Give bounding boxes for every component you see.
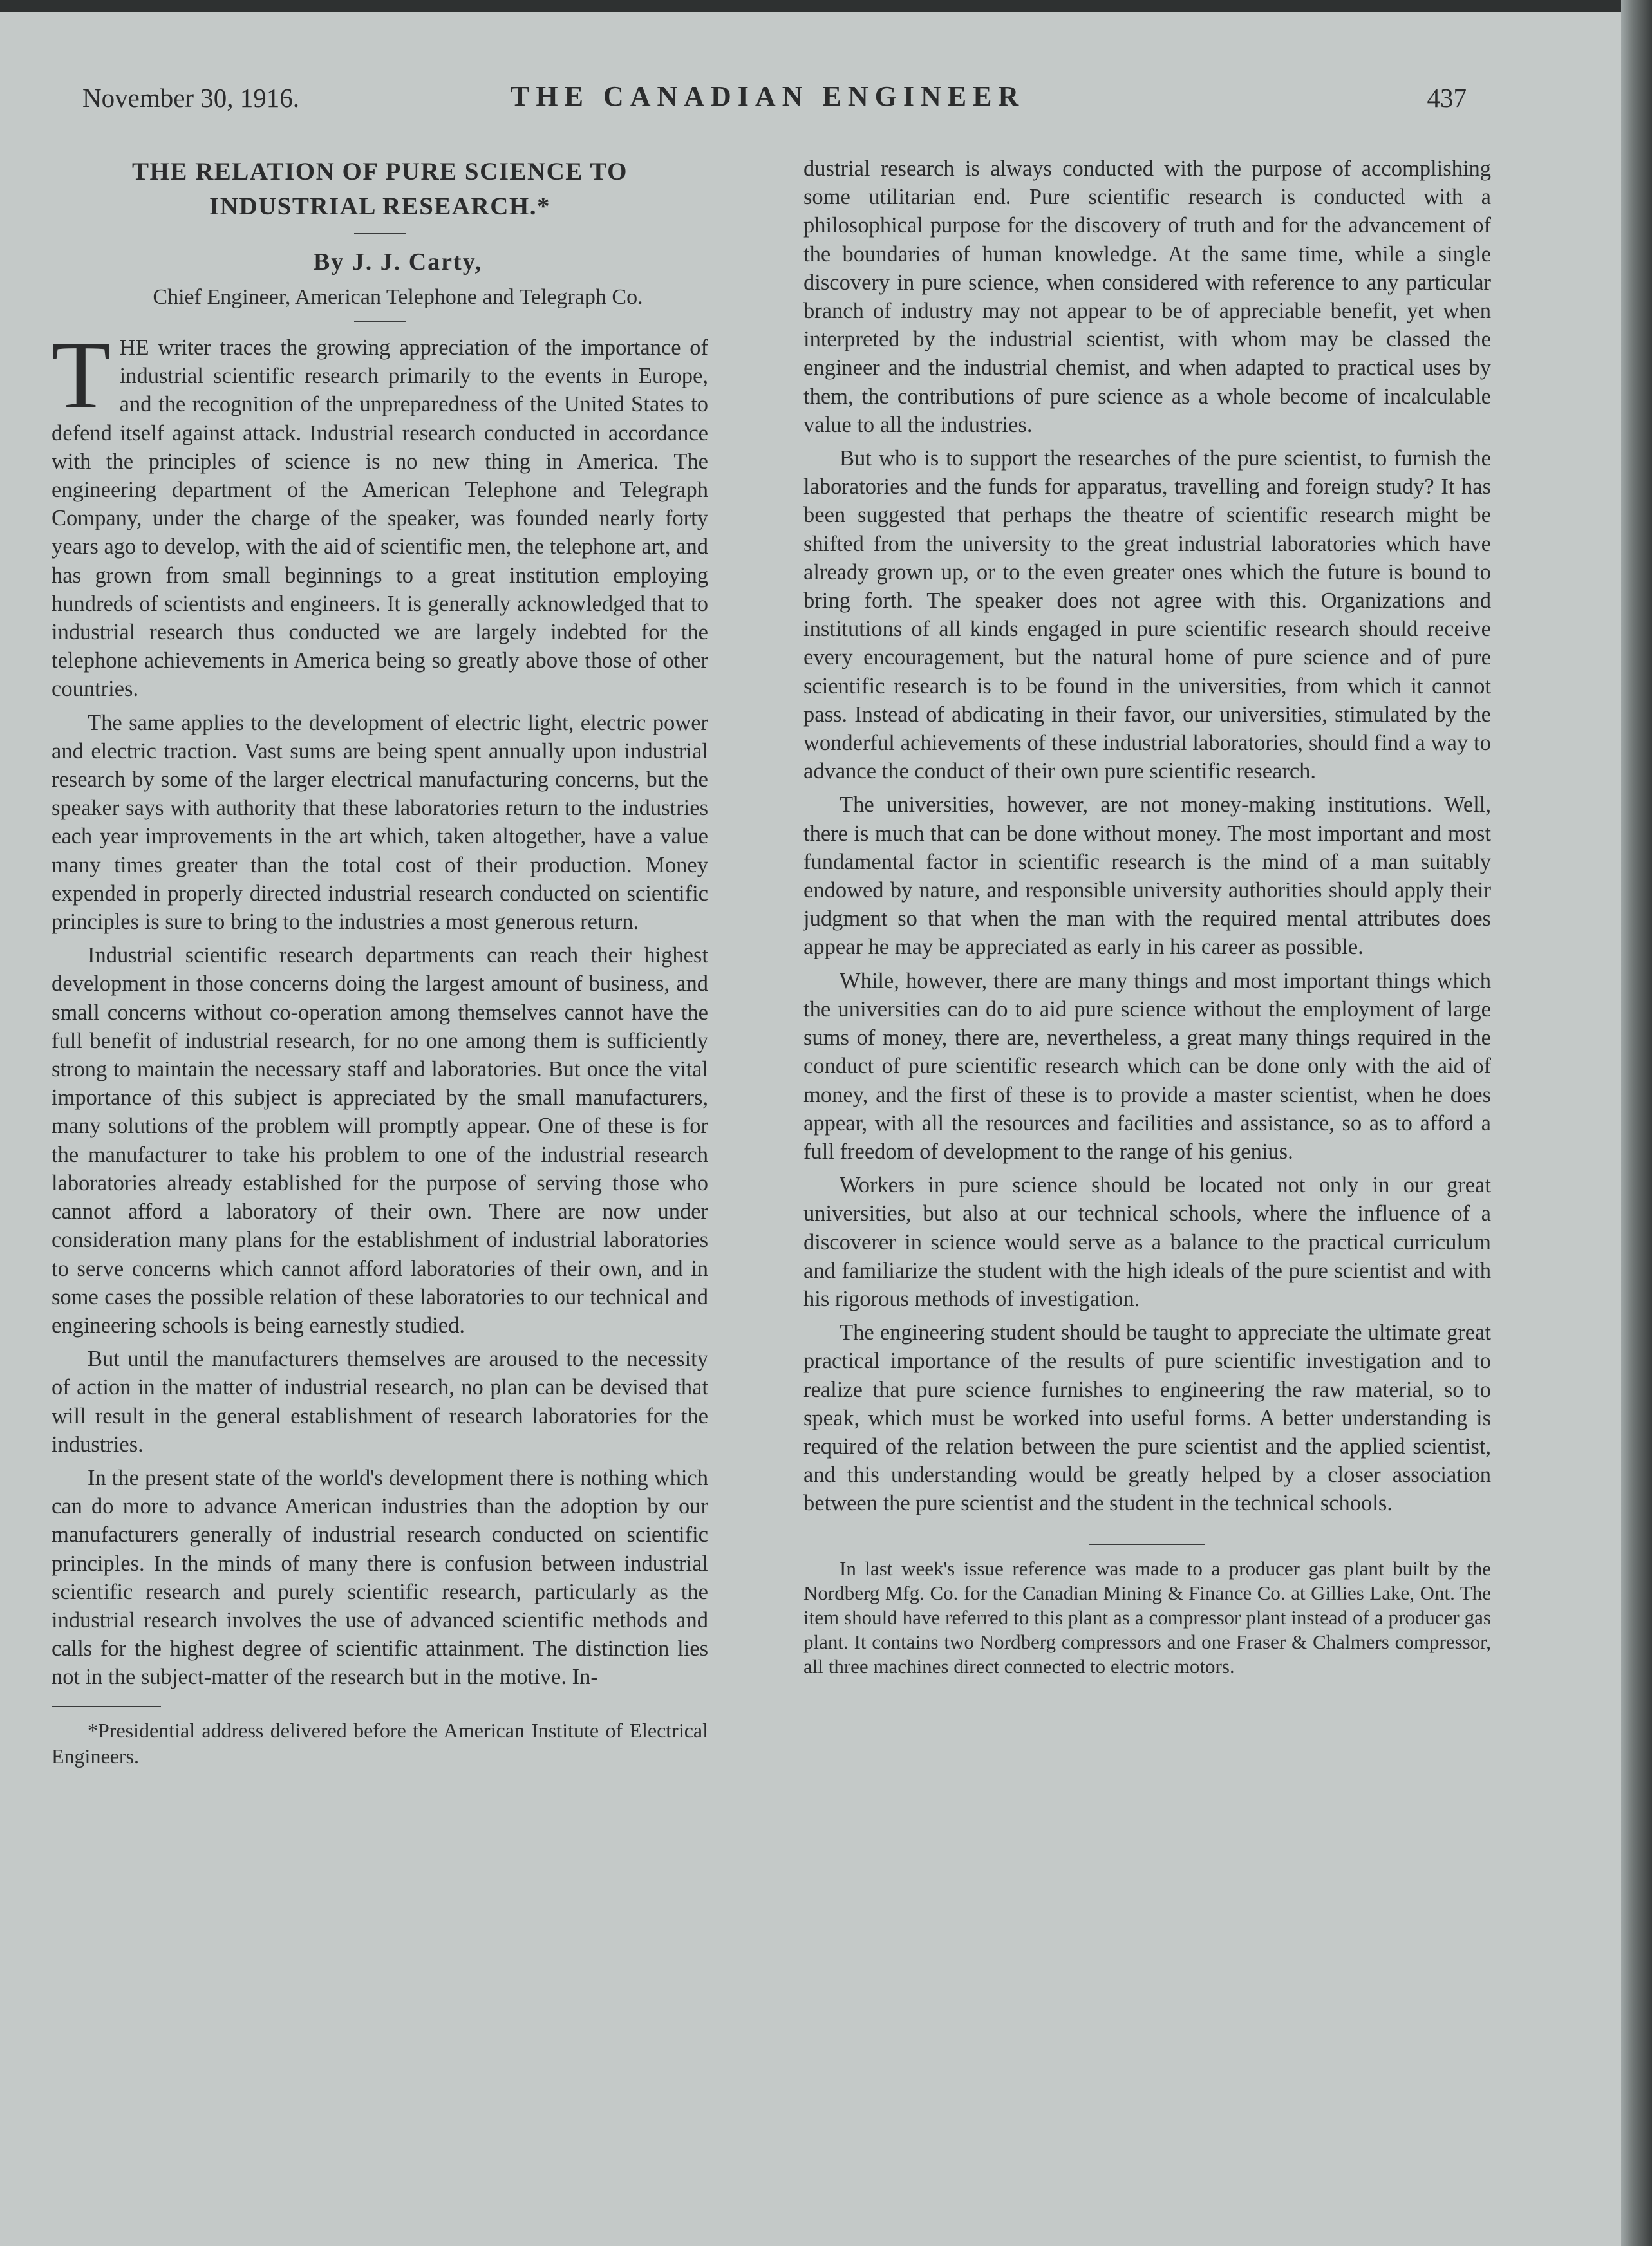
paragraph-11: The engineering student should be taught to appreciate the ultimate great practical importance of the results of pure scientific investigation and to realize that pure science furnishes to engineering the raw material, so to speak, which must be worked into useful forms. A better understanding is required of the relation between the pure scientist and the applied scientist, and this understanding would be greatly helped by a closer association between the pure scientist and the student in the technical schools.: [803, 1320, 1491, 1516]
byline: By J. J. Carty,: [313, 248, 483, 276]
footnote: *Presidential address delivered before the American Institute of Electrical Engineers.: [52, 1718, 708, 1768]
journal-title: THE CANADIAN ENGINEER: [511, 80, 1026, 112]
drop-cap: T: [52, 322, 111, 429]
paragraph-8: The universities, however, are not money-making institutions. Well, there is much that can be done without money. The most important and most fundamental factor in scientific research is the mind of a man suitably endowed by nature, and responsible university authorities should apply their judgment so that when the man with the required mental attributes does appear he may be appreciated as early in his career as possible.: [803, 792, 1491, 960]
paragraph-6: dustrial research is always conducted with the purpose of accomplishing some utilitarian end. Pure scientific research is conducted with a philosophical purpose for the discovery of truth and for the advancement of the boundaries of human knowledge. At the same time, while a single discovery in pure science, when considered with reference to any particular branch of industry may not appear to be of appreciable benefit, yet when interpreted by the industrial scientist, with whom may be classed the engineer and the industrial chemist, and when adapted to practical uses by them, the contributions of pure science as a whole become of incalculable value to all the industries.: [803, 156, 1491, 437]
running-head: [82, 77, 1467, 122]
title-divider: [354, 233, 406, 234]
paragraph-1: [52, 322, 708, 704]
correction-notice: In last week's issue reference was made to a producer gas plant built by the Nordberg Mfg. Co. for the Canadian Mining & Finance Co. at Gillies Lake, Ont. The item should have referred to this plant as a compressor plant instead of a producer gas plant. It contains two Nordberg compressors and one Fraser & Chalmers compressor, all three machines direct connected to electric motors.: [803, 1557, 1491, 1678]
title-line-1: THE RELATION OF PURE SCIENCE TO: [132, 158, 628, 185]
paragraph-1-text: HE writer traces the growing appreciation of the importance of industrial scientific research primarily to the events in Europe, and the recognition of the unpreparedness of the United States to defend itself against attack. Industrial research conducted in accordance with the principles of science is no new thing in America. The engineering department of the American Telephone and Telegraph Company, under the charge of the speaker, was founded nearly forty years ago to develop, with the aid of scientific men, the telephone art, and has grown from small beginnings to a great institution employing hundreds of scientists and engineers. It is generally acknowledged that to industrial research thus conducted we are largely indebted for the telephone achievements in America being so greatly above those of other countries.: [52, 335, 708, 702]
issue-date: November 30, 1916.: [82, 83, 300, 113]
footnote-rule: [52, 1706, 161, 1707]
paragraph-3: Industrial scientific research departments can reach their highest development in those concerns doing the largest amount of business, and small concerns without co-operation among themselves cannot have the full benefit of industrial research, for no one among them is sufficiently strong to maintain the necessary staff and laboratories. But once the vital importance of this subject is appreciated by the small manufacturers, many solutions of the problem will promptly appear. One of these is for the manufacturer to take his problem to one of the industrial research laboratories already established for the purpose of serving those who cannot afford a laboratory of their own. There are now under consideration many plans for the establishment of industrial laboratories to serve concerns which cannot afford laboratories of their own, and in some cases the possible relation of these laboratories to our technical and engineering schools is being earnestly studied.: [52, 943, 708, 1338]
page-number: 437: [1427, 83, 1467, 113]
paragraph-7: But who is to support the researches of the pure scientist, to furnish the laboratories and the funds for apparatus, travelling and foreign study? It has been suggested that perhaps the theatre of scientific research might be shifted from the university to the great industrial laboratories which have already grown up, or to the even greater ones which the future is bound to bring forth. The speaker does not agree with this. Organizations and institutions of all kinds engaged in pure scientific research should receive every encouragement, but the natural home of pure science and of pure scientific research is to be found in the universities, from which it cannot pass. Instead of abdicating in their favor, our universities, stimulated by the wonderful achievements of these industrial laboratories, should find a way to advance the conduct of their own pure scientific research.: [803, 446, 1491, 784]
paragraph-4: But until the manufacturers themselves are aroused to the necessity of action in the matter of industrial research, no plan can be devised that will result in the general establishment of research laboratories for the industries.: [52, 1347, 708, 1457]
page-binding-edge: [1621, 0, 1652, 2246]
byline-divider: [354, 321, 406, 322]
right-column: [803, 154, 1491, 1684]
scan-top-edge: [0, 0, 1621, 12]
paragraph-10: Workers in pure science should be located not only in our great universities, but also at our technical schools, where the influence of a discoverer in science would serve as a balance to the practical curriculum and familiarize the student with the high ideals of the pure scientist and with his rigorous methods of investigation.: [803, 1173, 1491, 1311]
left-column: [52, 154, 708, 1774]
author-affiliation: Chief Engineer, American Telephone and Telegraph Co.: [153, 285, 643, 309]
title-line-2: INDUSTRIAL RESEARCH.*: [209, 192, 550, 220]
section-divider: [1089, 1544, 1205, 1545]
paragraph-2: The same applies to the development of electric light, electric power and electric traction. Vast sums are being spent annually upon industrial research by some of the larger electrical manufacturing concerns, but the speaker says with authority that these laboratories return to the industries each year improvements in the art which, taken altogether, have a value many times greater than the total cost of their production. Money expended in properly directed industrial research conducted on scientific principles is sure to bring to the industries a most generous return.: [52, 710, 708, 935]
paragraph-9: While, however, there are many things and most important things which the universities can do to aid pure science without the employment of large sums of money, there are, nevertheless, a great many things required in the conduct of pure scientific research which can be done only with the aid of money, and the first of these is to provide a master scientist, when he does appear, with all the resources and facilities and assistance, so as to afford a full freedom of development to the range of his genius.: [803, 968, 1491, 1164]
paragraph-5: In the present state of the world's development there is nothing which can do more to advance American industries than the adoption by our manufacturers generally of industrial research conducted on scientific principles. In the minds of many there is confusion between industrial scientific research and purely scientific research, particularly as the industrial research involves the use of advanced scientific methods and calls for the highest degree of scientific attainment. The distinction lies not in the subject-matter of the research but in the motive. In-: [52, 1465, 708, 1690]
article-title: [52, 154, 708, 224]
